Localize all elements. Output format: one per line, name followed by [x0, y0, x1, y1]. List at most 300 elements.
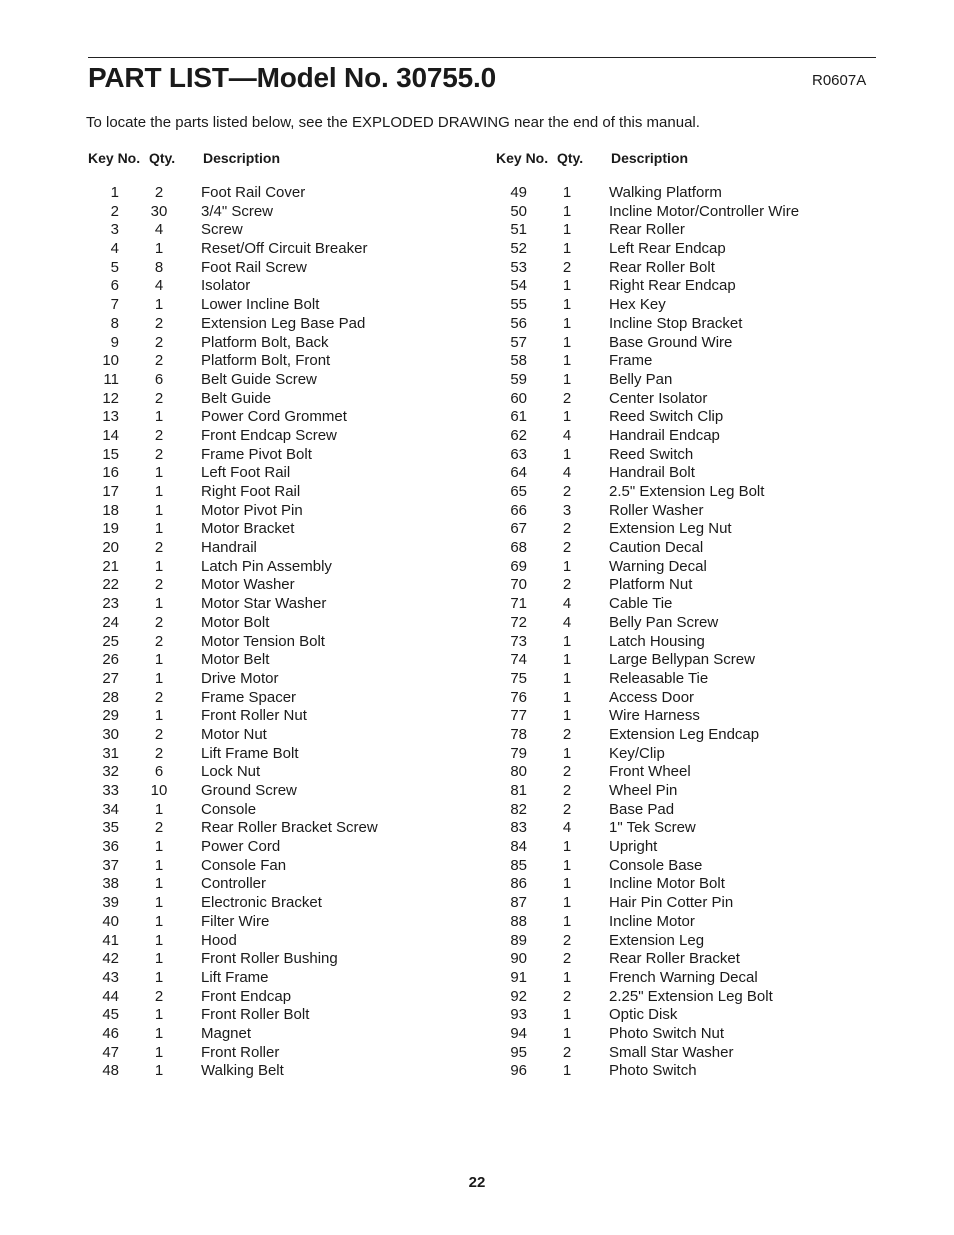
- part-qty: 2: [154, 744, 164, 762]
- part-row: [86, 240, 486, 259]
- part-key-no: 12: [102, 389, 119, 407]
- part-row: [86, 558, 486, 577]
- part-description: Extension Leg: [609, 931, 705, 949]
- part-description: Magnet: [201, 1024, 252, 1042]
- part-row: [86, 576, 486, 595]
- part-key-no: 83: [510, 819, 527, 837]
- part-description: Upright: [609, 838, 658, 856]
- part-description: Belt Guide Screw: [201, 370, 317, 388]
- part-key-no: 21: [102, 557, 119, 575]
- part-description: Reed Switch Clip: [609, 408, 724, 426]
- part-description: Incline Motor: [609, 912, 695, 930]
- part-key-no: 57: [510, 333, 527, 351]
- part-row: [494, 539, 894, 558]
- part-row: [86, 595, 486, 614]
- parts-list-right: [494, 184, 894, 1081]
- header-rule: [88, 57, 876, 58]
- part-qty: 1: [562, 968, 572, 986]
- part-qty: 1: [154, 296, 164, 314]
- part-row: [494, 763, 894, 782]
- part-description: Extension Leg Nut: [609, 520, 732, 538]
- part-qty: 1: [154, 1043, 164, 1061]
- part-description: 1" Tek Screw: [609, 819, 696, 837]
- part-row: [86, 801, 486, 820]
- part-key-no: 78: [510, 725, 527, 743]
- part-row: [86, 259, 486, 278]
- part-qty: 1: [154, 707, 164, 725]
- part-qty: 2: [562, 800, 572, 818]
- part-description: Incline Motor/Controller Wire: [609, 202, 800, 220]
- part-key-no: 30: [102, 725, 119, 743]
- part-row: [86, 184, 486, 203]
- part-qty: 2: [154, 576, 164, 594]
- part-qty: 4: [154, 277, 164, 295]
- part-description: Motor Bolt: [201, 613, 270, 631]
- part-key-no: 66: [510, 501, 527, 519]
- part-description: Latch Housing: [609, 632, 705, 650]
- part-key-no: 81: [510, 782, 527, 799]
- part-description: Hood: [201, 931, 237, 949]
- part-description: Rear Roller Bracket Screw: [201, 819, 378, 837]
- part-qty: 1: [154, 800, 164, 818]
- part-qty: 1: [562, 669, 572, 687]
- part-row: [494, 390, 894, 409]
- page-number: 22: [468, 1174, 486, 1191]
- part-key-no: 68: [510, 539, 527, 557]
- part-key-no: 26: [102, 651, 119, 669]
- part-description: Front Wheel: [609, 763, 691, 781]
- part-key-no: 16: [102, 464, 119, 482]
- part-row: [494, 296, 894, 315]
- part-key-no: 4: [110, 240, 119, 258]
- part-row: [494, 969, 894, 988]
- column-header: [86, 148, 486, 168]
- part-row: [86, 969, 486, 988]
- part-description: Extension Leg Base Pad: [201, 314, 366, 332]
- part-description: Front Roller: [201, 1043, 280, 1061]
- part-key-no: 5: [110, 258, 119, 276]
- part-row: [494, 446, 894, 465]
- part-key-no: 23: [102, 595, 119, 613]
- part-description: Large Bellypan Screw: [609, 651, 755, 669]
- part-qty: 10: [150, 782, 168, 799]
- part-key-no: 24: [102, 613, 119, 631]
- part-description: Walking Belt: [201, 1062, 284, 1080]
- part-key-no: 60: [510, 389, 527, 407]
- part-description: Photo Switch Nut: [609, 1024, 725, 1042]
- part-description: Rear Roller: [609, 221, 685, 239]
- part-key-no: 45: [102, 1006, 119, 1024]
- part-description: Front Roller Bushing: [201, 950, 338, 968]
- part-row: [494, 651, 894, 670]
- part-qty: 2: [562, 1043, 572, 1061]
- part-qty: 8: [154, 258, 164, 276]
- part-qty: 1: [154, 1024, 164, 1042]
- part-key-no: 59: [510, 370, 527, 388]
- part-key-no: 40: [102, 912, 119, 930]
- part-description: Power Cord: [201, 838, 281, 856]
- part-row: [494, 875, 894, 894]
- part-row: [494, 932, 894, 951]
- part-qty: 4: [154, 221, 164, 239]
- part-row: [494, 277, 894, 296]
- part-description: Base Ground Wire: [609, 333, 733, 351]
- part-qty: 4: [562, 595, 572, 613]
- part-description: Motor Tension Bolt: [201, 632, 325, 650]
- part-description: Platform Bolt, Front: [201, 352, 331, 370]
- part-description: Small Star Washer: [609, 1043, 734, 1061]
- part-key-no: 7: [110, 296, 119, 314]
- parts-column-left: [86, 148, 486, 1080]
- part-qty: 1: [562, 838, 572, 856]
- part-key-no: 65: [510, 483, 527, 500]
- part-qty: 6: [154, 763, 164, 781]
- part-qty: 1: [154, 464, 164, 482]
- part-row: [86, 838, 486, 857]
- part-key-no: 41: [102, 931, 119, 949]
- part-qty: 2: [154, 333, 164, 351]
- part-key-no: 14: [102, 426, 119, 444]
- part-qty: 1: [562, 202, 572, 220]
- part-description: Handrail Endcap: [609, 426, 720, 444]
- part-description: Roller Washer: [609, 501, 704, 519]
- part-row: [86, 502, 486, 521]
- part-row: [86, 726, 486, 745]
- part-qty: 2: [154, 688, 164, 706]
- part-description: Electronic Bracket: [201, 894, 322, 912]
- part-qty: 1: [154, 875, 164, 893]
- part-key-no: 72: [510, 613, 527, 631]
- part-key-no: 10: [102, 352, 119, 370]
- part-description: Center Isolator: [609, 389, 708, 407]
- part-description: Platform Bolt, Back: [201, 333, 329, 351]
- part-row: [494, 203, 894, 222]
- part-qty: 2: [154, 539, 164, 557]
- part-description: French Warning Decal: [609, 968, 758, 986]
- part-key-no: 73: [510, 632, 527, 650]
- part-description: Lock Nut: [201, 763, 261, 781]
- part-qty: 2: [154, 632, 164, 650]
- part-row: [86, 427, 486, 446]
- part-qty: 2: [562, 931, 572, 949]
- part-qty: 1: [562, 352, 572, 370]
- part-row: [86, 745, 486, 764]
- part-key-no: 2: [110, 202, 119, 220]
- part-row: [494, 857, 894, 876]
- part-key-no: 82: [510, 800, 527, 818]
- description-header: Description: [203, 150, 281, 166]
- part-description: Foot Rail Cover: [201, 184, 306, 201]
- part-row: [494, 259, 894, 278]
- part-qty: 1: [562, 856, 572, 874]
- description-header: Description: [611, 150, 689, 166]
- part-qty: 1: [154, 483, 164, 500]
- part-qty: 2: [562, 576, 572, 594]
- part-row: [494, 707, 894, 726]
- part-qty: 6: [154, 370, 164, 388]
- part-key-no: 15: [102, 445, 119, 463]
- key-no-header: Key No.: [496, 150, 549, 166]
- part-key-no: 32: [102, 763, 119, 781]
- part-qty: 2: [154, 389, 164, 407]
- part-row: [86, 913, 486, 932]
- part-row: [86, 446, 486, 465]
- part-key-no: 6: [110, 277, 119, 295]
- part-description: Latch Pin Assembly: [201, 557, 332, 575]
- part-key-no: 27: [102, 669, 119, 687]
- part-row: [494, 315, 894, 334]
- part-row: [494, 483, 894, 502]
- part-description: 2.25" Extension Leg Bolt: [609, 987, 773, 1005]
- part-description: Isolator: [201, 277, 251, 295]
- part-row: [86, 633, 486, 652]
- part-row: [86, 763, 486, 782]
- part-row: [494, 464, 894, 483]
- part-description: Incline Motor Bolt: [609, 875, 725, 893]
- part-key-no: 85: [510, 856, 527, 874]
- part-key-no: 94: [510, 1024, 527, 1042]
- part-qty: 1: [154, 240, 164, 258]
- part-row: [494, 520, 894, 539]
- part-row: [86, 296, 486, 315]
- part-description: Photo Switch: [609, 1062, 697, 1080]
- part-row: [494, 334, 894, 353]
- part-description: Lower Incline Bolt: [201, 296, 320, 314]
- part-description: Console Fan: [201, 856, 287, 874]
- part-row: [494, 894, 894, 913]
- part-description: Motor Nut: [201, 725, 267, 743]
- part-row: [86, 371, 486, 390]
- part-row: [86, 464, 486, 483]
- part-row: [86, 1044, 486, 1063]
- part-row: [86, 315, 486, 334]
- part-description: Lift Frame Bolt: [201, 744, 299, 762]
- part-row: [494, 1006, 894, 1025]
- part-key-no: 33: [102, 782, 119, 799]
- part-row: [494, 913, 894, 932]
- part-description: Front Endcap Screw: [201, 426, 337, 444]
- part-row: [494, 184, 894, 203]
- part-qty: 1: [562, 370, 572, 388]
- part-row: [494, 614, 894, 633]
- part-key-no: 52: [510, 240, 527, 258]
- part-key-no: 70: [510, 576, 527, 594]
- part-key-no: 31: [102, 744, 119, 762]
- part-qty: 4: [562, 426, 572, 444]
- qty-header: Qty.: [149, 150, 176, 166]
- part-row: [494, 745, 894, 764]
- part-description: Motor Washer: [201, 576, 295, 594]
- part-row: [494, 427, 894, 446]
- part-description: Reset/Off Circuit Breaker: [201, 240, 368, 258]
- part-key-no: 53: [510, 258, 527, 276]
- part-row: [494, 801, 894, 820]
- part-description: Front Endcap: [201, 987, 292, 1005]
- part-qty: 1: [154, 595, 164, 613]
- part-key-no: 95: [510, 1043, 527, 1061]
- part-row: [494, 240, 894, 259]
- part-qty: 2: [562, 987, 572, 1005]
- part-row: [86, 950, 486, 969]
- part-description: Hex Key: [609, 296, 666, 314]
- part-key-no: 62: [510, 426, 527, 444]
- part-qty: 2: [562, 950, 572, 968]
- part-description: Caution Decal: [609, 539, 704, 557]
- part-key-no: 34: [102, 800, 119, 818]
- part-key-no: 86: [510, 875, 527, 893]
- part-row: [494, 950, 894, 969]
- part-row: [86, 707, 486, 726]
- part-key-no: 67: [510, 520, 527, 538]
- part-row: [86, 277, 486, 296]
- part-description: Screw: [201, 221, 243, 239]
- part-description: Platform Nut: [609, 576, 693, 594]
- part-qty: 2: [562, 782, 572, 799]
- part-description: Rear Roller Bolt: [609, 258, 715, 276]
- part-qty: 1: [562, 707, 572, 725]
- part-qty: 1: [562, 894, 572, 912]
- part-key-no: 39: [102, 894, 119, 912]
- part-key-no: 63: [510, 445, 527, 463]
- part-qty: 2: [562, 389, 572, 407]
- part-key-no: 87: [510, 894, 527, 912]
- part-key-no: 92: [510, 987, 527, 1005]
- part-key-no: 35: [102, 819, 119, 837]
- part-row: [86, 539, 486, 558]
- part-description: Front Roller Nut: [201, 707, 307, 725]
- part-qty: 30: [150, 202, 168, 220]
- part-key-no: 19: [102, 520, 119, 538]
- part-key-no: 8: [110, 314, 119, 332]
- part-description: Frame Pivot Bolt: [201, 445, 312, 463]
- part-qty: 1: [562, 1006, 572, 1024]
- parts-list-left: [86, 184, 486, 1081]
- part-key-no: 50: [510, 202, 527, 220]
- part-key-no: 88: [510, 912, 527, 930]
- part-qty: 1: [562, 744, 572, 762]
- part-key-no: 17: [102, 483, 119, 500]
- part-description: Filter Wire: [201, 912, 270, 930]
- part-description: Access Door: [609, 688, 695, 706]
- part-qty: 1: [562, 875, 572, 893]
- intro-text: To locate the parts listed below, see the EXPLODED DRAWING near the end of this manual.: [86, 114, 700, 131]
- part-key-no: 74: [510, 651, 527, 669]
- part-qty: 1: [154, 1006, 164, 1024]
- part-key-no: 43: [102, 968, 119, 986]
- part-description: Motor Pivot Pin: [201, 501, 303, 519]
- part-qty: 1: [562, 408, 572, 426]
- part-row: [86, 221, 486, 240]
- part-qty: 2: [154, 314, 164, 332]
- part-row: [86, 782, 486, 801]
- part-row: [494, 595, 894, 614]
- part-description: Hair Pin Cotter Pin: [609, 894, 734, 912]
- part-row: [494, 689, 894, 708]
- part-description: Belly Pan Screw: [609, 613, 719, 631]
- part-row: [494, 352, 894, 371]
- part-qty: 1: [154, 950, 164, 968]
- part-description: Wire Harness: [609, 707, 700, 725]
- page-title: PART LIST—Model No. 30755.0: [88, 62, 496, 93]
- part-qty: 1: [562, 296, 572, 314]
- part-description: Right Rear Endcap: [609, 277, 736, 295]
- part-qty: 1: [154, 838, 164, 856]
- part-qty: 2: [154, 445, 164, 463]
- part-row: [86, 670, 486, 689]
- part-qty: 1: [154, 894, 164, 912]
- part-key-no: 49: [510, 184, 527, 201]
- part-key-no: 89: [510, 931, 527, 949]
- part-row: [494, 502, 894, 521]
- part-key-no: 79: [510, 744, 527, 762]
- part-key-no: 48: [102, 1062, 119, 1080]
- part-description: Left Foot Rail: [201, 464, 291, 482]
- part-key-no: 37: [102, 856, 119, 874]
- part-row: [86, 1062, 486, 1081]
- part-qty: 1: [154, 651, 164, 669]
- part-description: Left Rear Endcap: [609, 240, 726, 258]
- part-key-no: 9: [110, 333, 119, 351]
- part-key-no: 61: [510, 408, 527, 426]
- part-row: [494, 1062, 894, 1081]
- part-description: Right Foot Rail: [201, 483, 301, 500]
- part-key-no: 56: [510, 314, 527, 332]
- part-key-no: 22: [102, 576, 119, 594]
- part-row: [86, 352, 486, 371]
- key-no-header: Key No.: [88, 150, 141, 166]
- part-description: Drive Motor: [201, 669, 279, 687]
- part-row: [86, 203, 486, 222]
- part-key-no: 91: [510, 968, 527, 986]
- part-description: Handrail Bolt: [609, 464, 695, 482]
- part-row: [86, 651, 486, 670]
- part-qty: 1: [154, 408, 164, 426]
- part-qty: 2: [562, 539, 572, 557]
- part-row: [494, 1025, 894, 1044]
- part-key-no: 20: [102, 539, 119, 557]
- part-qty: 1: [154, 931, 164, 949]
- part-row: [86, 483, 486, 502]
- part-key-no: 25: [102, 632, 119, 650]
- part-description: Controller: [201, 875, 267, 893]
- part-key-no: 42: [102, 950, 119, 968]
- document-code: R0607A: [812, 72, 867, 89]
- part-description: Lift Frame: [201, 968, 269, 986]
- part-row: [86, 932, 486, 951]
- part-qty: 1: [154, 968, 164, 986]
- part-description: Motor Bracket: [201, 520, 295, 538]
- part-key-no: 76: [510, 688, 527, 706]
- part-description: Releasable Tie: [609, 669, 709, 687]
- part-row: [494, 819, 894, 838]
- part-description: Reed Switch: [609, 445, 694, 463]
- part-description: Frame: [609, 352, 653, 370]
- part-row: [86, 390, 486, 409]
- part-qty: 1: [154, 520, 164, 538]
- part-key-no: 93: [510, 1006, 527, 1024]
- part-qty: 1: [562, 445, 572, 463]
- part-qty: 1: [562, 557, 572, 575]
- part-qty: 1: [154, 669, 164, 687]
- part-row: [494, 221, 894, 240]
- part-key-no: 96: [510, 1062, 527, 1080]
- part-key-no: 71: [510, 595, 527, 613]
- part-key-no: 44: [102, 987, 119, 1005]
- part-key-no: 84: [510, 838, 527, 856]
- part-key-no: 38: [102, 875, 119, 893]
- part-row: [86, 334, 486, 353]
- part-qty: 2: [154, 725, 164, 743]
